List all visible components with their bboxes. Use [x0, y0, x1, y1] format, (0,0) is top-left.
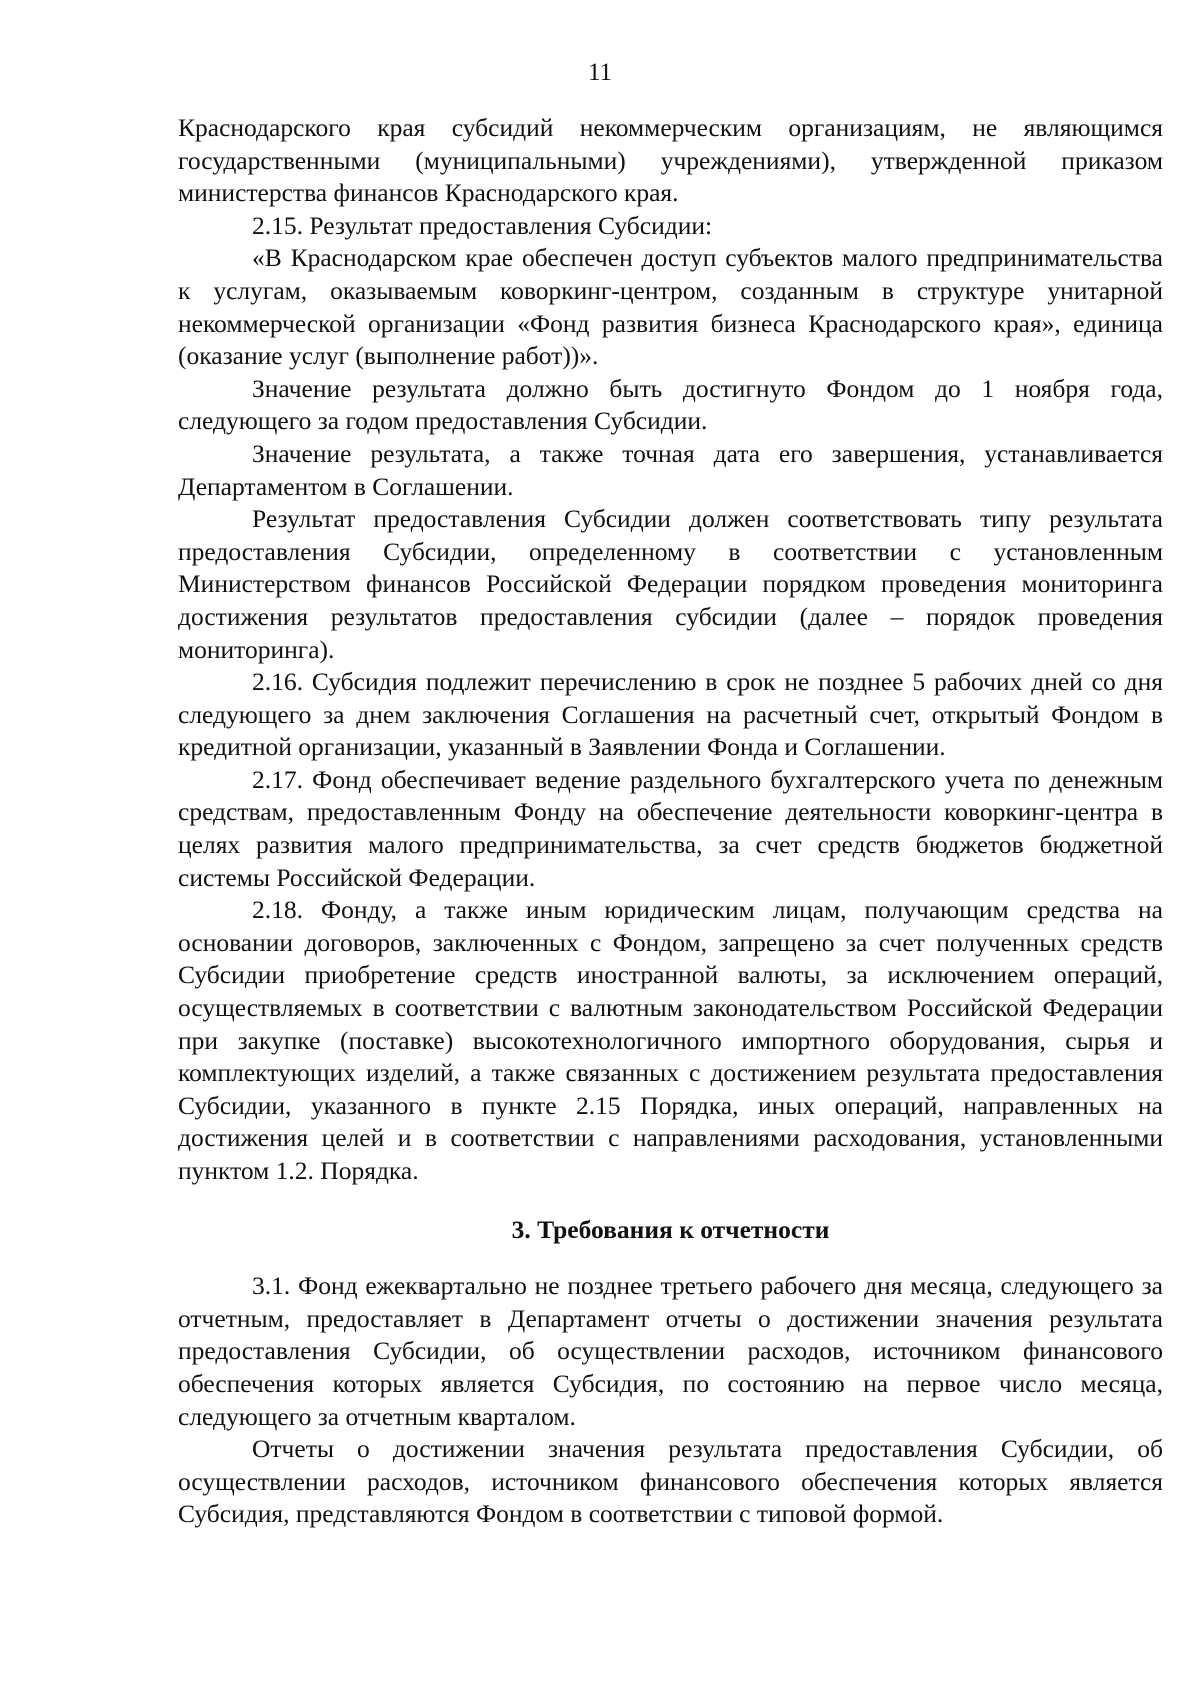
paragraph-result-type: Результат предоставления Субсидии должен соответствовать типу результата предоставления Субсидии, определенному в соответствии с установленным Министерством финансов Российской Федерации порядком проведения мониторинга достижения результатов предоставления субсидии (далее – порядок проведения мониторинга). — [178, 504, 1163, 664]
paragraph-result-quote: «В Краснодарском крае обеспечен доступ субъектов малого предпринимательства к услугам, оказываемым коворкинг-центром, созданным в структуре унитарной некоммерческой организации «Фонд развития бизнеса Краснодарского края», единица (оказание услуг (выполнение работ))». — [178, 243, 1163, 371]
paragraph-2-16: 2.16. Субсидия подлежит перечислению в срок не позднее 5 рабочих дней со дня следующего за днем заключения Соглашения на расчетный счет, открытый Фондом в кредитной организации, указанный в Заявлении Фонда и Соглашении. — [178, 667, 1163, 762]
paragraph-2-15: 2.15. Результат предоставления Субсидии: — [252, 210, 713, 240]
document-body — [178, 112, 1163, 1531]
paragraph-result-deadline: Значение результата должно быть достигнуто Фондом до 1 ноября года, следующего за годом предоставления Субсидии. — [178, 373, 1163, 436]
paragraph-2-18: 2.18. Фонду, а также иным юридическим лицам, получающим средства на основании договоров, заключенных с Фондом, запрещено за счет полученных средств Субсидии приобретение средств иностранной валюты, за исключением операций, осуществляемых в соответствии с валютным законодательством Российской Федерации при закупке (поставке) высокотехнологичного импортного оборудования, сырья и комплектующих изделий, а также связанных с достижением результата предоставления Субсидии, указанного в пункте 2.15 Порядка, иных операций, направленных на достижения целей и в соответствии с направлениями расходования, установленными пунктом 1.2. Порядка. — [178, 895, 1163, 1185]
paragraph-2-17: 2.17. Фонд обеспечивает ведение раздельного бухгалтерского учета по денежным средствам, предоставленным Фонду на обеспечение деятельности коворкинг-центра в целях развития малого предпринимательства, за счет средств бюджетов бюджетной системы Российской Федерации. — [178, 764, 1163, 892]
paragraph-continuation: Краснодарского края субсидий некоммерческим организациям, не являющимся государственными (муниципальными) учреждениями), утвержденной приказом министерства финансов Краснодарского края. — [178, 113, 1163, 208]
page-number: 11 — [587, 59, 613, 86]
paragraph-result-date: Значение результата, а также точная дата его завершения, устанавливается Департаментом в Соглашении. — [178, 438, 1163, 501]
paragraph-reports-form: Отчеты о достижении значения результата предоставления Субсидии, об осуществлении расходов, источником финансового обеспечения которых является Субсидия, представляются Фондом в соответствии с типовой формой. — [178, 1434, 1163, 1529]
paragraph-3-1: 3.1. Фонд ежеквартально не позднее третьего рабочего дня месяца, следующего за отчетным, предоставляет в Департамент отчеты о достижении значения результата предоставления Субсидии, об осуществлении расходов, источником финансового обеспечения которых является Субсидия, по состоянию на первое число месяца, следующего за отчетным кварталом. — [178, 1271, 1163, 1431]
section-heading-reporting: 3. Требования к отчетности — [511, 1214, 830, 1244]
